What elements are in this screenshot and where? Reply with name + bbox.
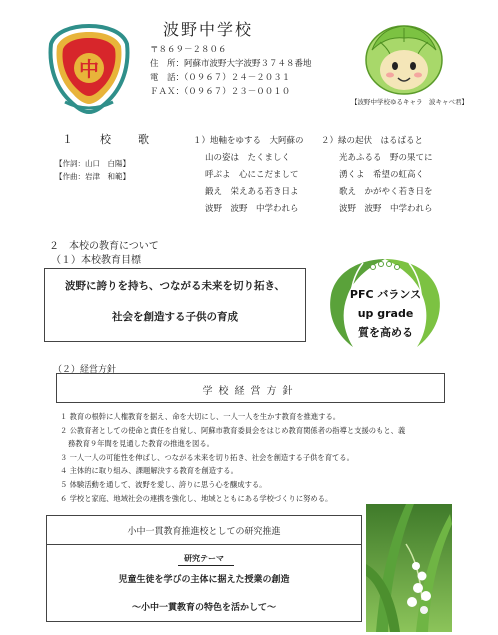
verse-line: 光あふるる 野の果てに xyxy=(339,153,433,163)
list-item: ６ 学校と家庭、地域社会の連携を強化し、地域とともにある学校づくりに努める。 xyxy=(60,493,333,503)
verse-line: 鍛え 栄えある若き日よ xyxy=(205,187,299,197)
postal-code: 〒８６９－２８０６ xyxy=(150,45,227,55)
mascot-caption: 【波野中学校ゆるキャラ 波キャベ君】 xyxy=(351,98,468,106)
composer-credit: 【作曲：岩津 和範】 xyxy=(55,172,130,181)
management-policy-heading: （２）経営方針 xyxy=(53,365,117,375)
song-verse-1 xyxy=(193,133,304,218)
address: 住 所：阿蘇市波野大字波野３７４８番地 xyxy=(150,59,312,69)
management-policy-list xyxy=(60,410,405,505)
list-item: １ 教育の根幹に人権教育を据え、命を大切にし、一人一人を生かす教育を推進する。 xyxy=(60,412,341,421)
emblem-character: 中 xyxy=(79,57,99,81)
pfc-line-3: 質を高める xyxy=(358,326,413,339)
school-emblem-icon xyxy=(47,22,131,114)
lily-of-the-valley-photo-icon xyxy=(366,504,452,632)
goal-line-2: 社会を創造する子供の育成 xyxy=(112,311,238,323)
list-item: 務教育９年間を見通した教育の推進を図る。 xyxy=(68,439,214,449)
research-box xyxy=(46,515,362,622)
list-item: ３ 一人一人の可能性を伸ばし、つながる未来を切り拓き、社会を創造する子供を育てる。 xyxy=(60,452,354,462)
research-theme-label: 研究テーマ xyxy=(184,554,224,563)
pfc-balance-badge xyxy=(323,255,448,352)
verse-line: １）地軸をゆする 大阿蘇の xyxy=(193,136,304,146)
contact-info xyxy=(150,43,312,99)
verse-line: 歌え かがやく若き日を xyxy=(339,187,433,197)
song-credits xyxy=(55,157,130,183)
school-song-heading: １ 校 歌 xyxy=(62,133,157,146)
research-title: 小中一貫教育推進校としての研究推進 xyxy=(127,527,281,537)
verse-line: 波野 波野 中学われら xyxy=(339,204,433,214)
cabbage-mascot-icon xyxy=(360,20,448,98)
verse-line: 山の姿は たくましく xyxy=(205,153,291,163)
research-theme: 児童生徒を学びの主体に据えた授業の創造 xyxy=(118,575,290,585)
lyricist-credit: 【作詞：山口 白陽】 xyxy=(55,159,130,168)
list-item: ５ 体験活動を通して、波野を愛し、誇りに思う心を醸成する。 xyxy=(60,479,267,489)
pfc-balance-text xyxy=(323,285,448,342)
list-item: ４ 主体的に取り組み、課題解決する教育を創造する。 xyxy=(60,466,238,476)
fax-number: ＦＡＸ：（０９６７）２３－００１０ xyxy=(150,87,291,97)
pfc-line-1: PFC バランス xyxy=(349,288,422,301)
educational-goal-heading: （１）本校教育目標 xyxy=(51,255,141,266)
phone-number: 電 話：（０９６７）２４－２０３１ xyxy=(150,73,291,83)
goal-line-1: 波野に誇りを持ち、つながる未来を切り拓き、 xyxy=(64,280,286,292)
education-heading: ２ 本校の教育について xyxy=(49,241,159,252)
educational-goal-box xyxy=(44,268,306,342)
verse-line: ２）緑の起伏 はるばると xyxy=(321,136,424,146)
divider xyxy=(47,544,361,545)
management-policy-title-box xyxy=(56,373,445,403)
pfc-line-2: up grade xyxy=(357,307,414,320)
label-underline xyxy=(178,565,234,566)
management-policy-title: 学校経営方針 xyxy=(202,386,299,397)
verse-line: 湧くよ 希望の虹高く xyxy=(339,170,425,180)
verse-line: 波野 波野 中学われら xyxy=(205,204,299,214)
school-name: 波野中学校 xyxy=(163,20,254,39)
research-subtitle: ～小中一貫教育の特色を活かして～ xyxy=(131,603,276,613)
verse-line: 呼ぶよ 心にこだまして xyxy=(205,170,299,180)
list-item: ２ 公教育者としての使命と責任を自覚し、阿蘇市教育委員会をはじめ教育関係者の指導と支援のもと、義 xyxy=(60,425,406,435)
song-verse-2 xyxy=(321,133,433,218)
